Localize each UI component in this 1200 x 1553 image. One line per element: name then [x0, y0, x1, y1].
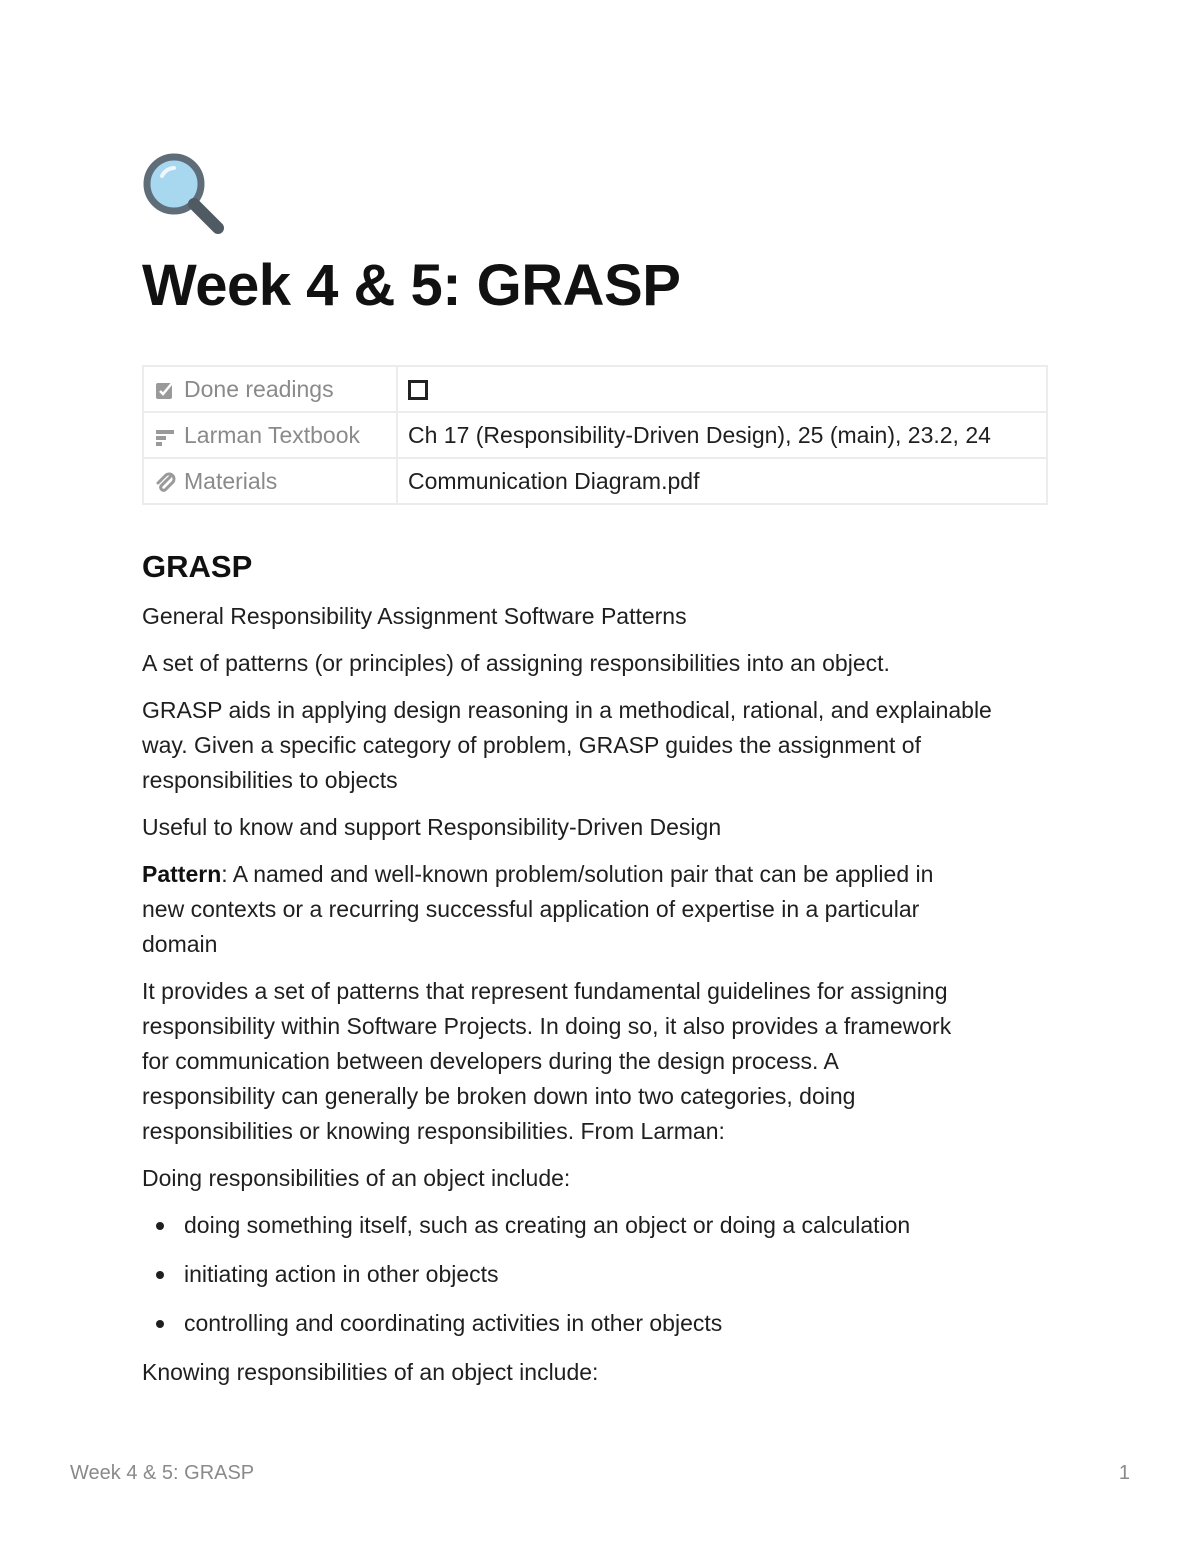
property-name-cell[interactable] — [143, 458, 397, 504]
bullet-icon — [156, 1320, 164, 1328]
text-line: way. Given a specific category of problem, GRASP guides the assignment of — [142, 732, 921, 758]
paragraph — [142, 693, 1062, 798]
bulleted-list — [142, 1208, 1062, 1341]
text-line: new contexts or a recurring successful application of expertise in a particular — [142, 896, 920, 922]
list-item-text: controlling and coordinating activities in other objects — [184, 1310, 723, 1336]
list-item — [142, 1306, 1062, 1341]
property-value-cell[interactable]: Communication Diagram.pdf — [397, 458, 1047, 504]
text-line: GRASP aids in applying design reasoning in a methodical, rational, and explainable — [142, 697, 992, 723]
bullet-icon — [156, 1271, 164, 1279]
page-title: Week 4 & 5: GRASP — [142, 253, 681, 318]
property-name-cell[interactable] — [143, 412, 397, 458]
paragraph: A set of patterns (or principles) of assigning responsibilities into an object. — [142, 650, 890, 676]
paragraph — [142, 857, 1062, 962]
checkbox-property-icon — [154, 379, 176, 401]
list-item — [142, 1208, 1062, 1243]
list-item — [142, 1257, 1062, 1292]
property-row-done-readings — [143, 366, 1047, 412]
property-row-materials — [143, 458, 1047, 504]
properties-table — [142, 365, 1048, 505]
done-readings-checkbox[interactable] — [408, 380, 428, 400]
text-line: It provides a set of patterns that represent fundamental guidelines for assigning — [142, 978, 948, 1004]
property-name: Larman Textbook — [184, 421, 361, 448]
text-line: responsibility within Software Projects. In doing so, it also provides a framework — [142, 1013, 952, 1039]
section-heading: GRASP — [142, 549, 253, 584]
footer-title: Week 4 & 5: GRASP — [70, 1462, 255, 1484]
text-line: responsibility can generally be broken down into two categories, doing — [142, 1083, 856, 1109]
text-line: responsibilities or knowing responsibilities. From Larman: — [142, 1118, 725, 1144]
list-item-text: initiating action in other objects — [184, 1261, 499, 1287]
text-line: for communication between developers during the design process. A — [142, 1048, 839, 1074]
page-number: 1 — [1118, 1462, 1130, 1484]
property-row-larman-textbook — [143, 412, 1047, 458]
list-item-text: doing something itself, such as creating an object or doing a calculation — [184, 1212, 911, 1238]
page-content — [142, 545, 1062, 1402]
text-line: responsibilities to objects — [142, 767, 398, 793]
attachment-property-icon — [154, 471, 176, 493]
magnifying-glass-icon — [140, 150, 230, 240]
text-line: : A named and well-known problem/solution pair that can be applied in — [221, 861, 934, 887]
property-name-cell[interactable] — [143, 366, 397, 412]
property-name: Materials — [184, 467, 278, 494]
paragraph: Useful to know and support Responsibility-Driven Design — [142, 814, 722, 840]
paragraph — [142, 974, 1062, 1149]
paragraph: Knowing responsibilities of an object include: — [142, 1359, 599, 1385]
text-line: domain — [142, 931, 218, 957]
bullet-icon — [156, 1222, 164, 1230]
paragraph: General Responsibility Assignment Software Patterns — [142, 603, 687, 629]
text-property-icon — [154, 425, 176, 447]
property-value-cell[interactable]: Ch 17 (Responsibility-Driven Design), 25 (main), 23.2, 24 — [397, 412, 1047, 458]
paragraph: Doing responsibilities of an object include: — [142, 1165, 571, 1191]
property-value-cell[interactable] — [397, 366, 1047, 412]
bold-term: Pattern — [142, 861, 222, 887]
property-name: Done readings — [184, 375, 334, 402]
